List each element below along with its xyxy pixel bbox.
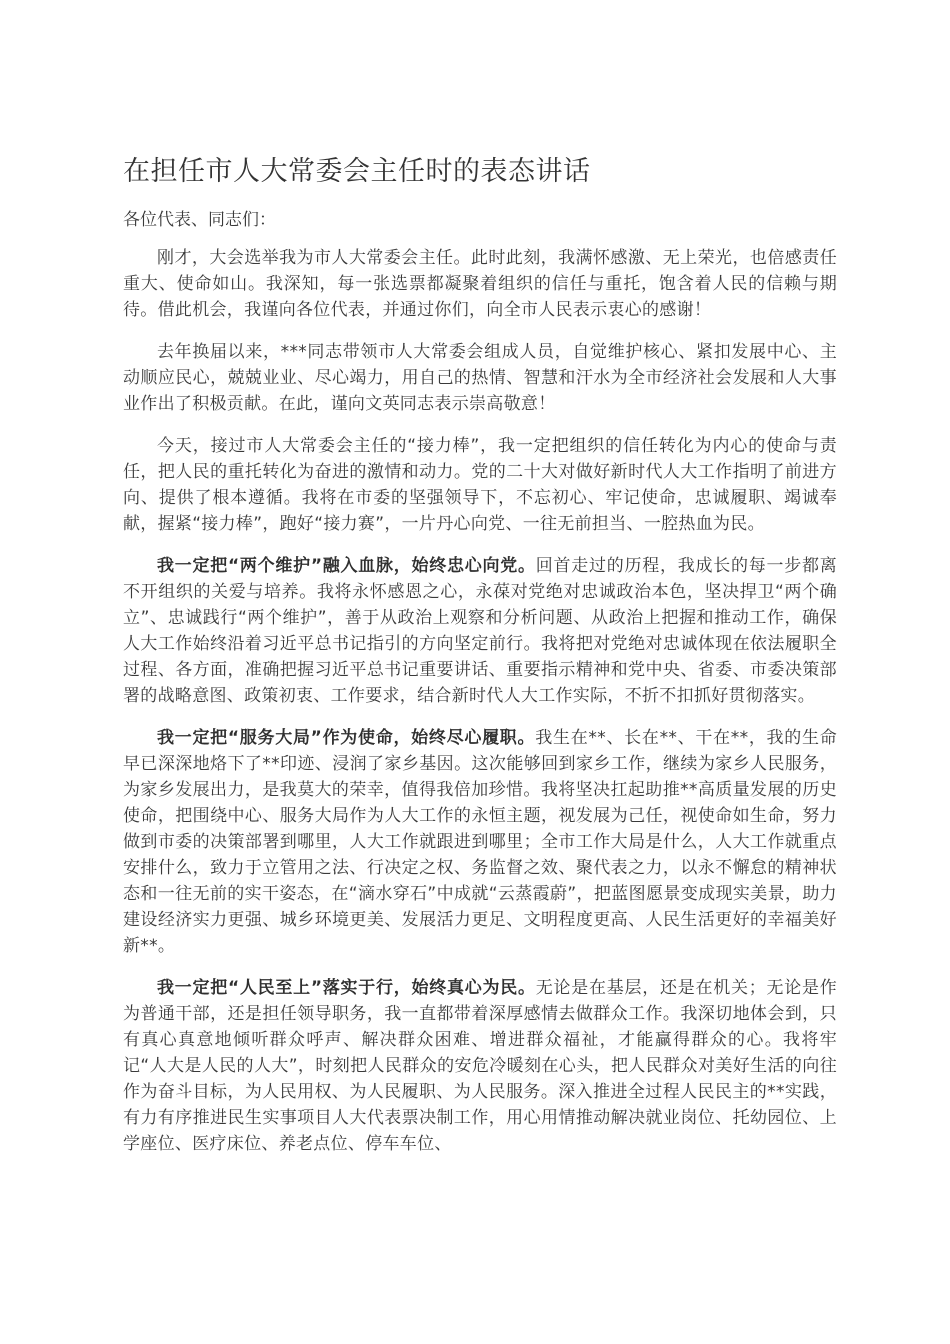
paragraph-5-lead: 我一定把“服务大局”作为使命，始终尽心履职。 (157, 728, 536, 748)
document-title: 在担任市人大常委会主任时的表态讲话 (123, 156, 591, 187)
paragraph-5-text: 我生在**、长在**、干在**，我的生命早已深深地烙下了**印迹、浸润了家乡基因。这次能够回到家乡工作，继续为家乡人民服务，为家乡发展出力，是我莫大的荣幸，值得我倍加珍惜。我将坚决扛起助推**高质量发展的历史使命，把围绕中心、服务大局作为人大工作的永恒主题，视发展为己任，视使命如生命，努力做到市委的决策部署到哪里，人大工作就跟进到哪里；全市工作大局是什么，人大工作就重点安排什么，致力于立管用之法、行决定之权、务监督之效、聚代表之力，以永不懈怠的精神状态和一往无前的实干姿态，在“滴水穿石”中成就“云蒸霞蔚”，把蓝图愿景变成现实美景，助力建设经济实力更强、城乡环境更美、发展活力更足、文明程度更高、人民生活更好的幸福美好新**。 (123, 728, 838, 956)
paragraph-6-lead: 我一定把“人民至上”落实于行，始终真心为民。 (157, 978, 536, 998)
paragraph-4-lead: 我一定把“两个维护”融入血脉，始终忠心向党。 (157, 556, 536, 576)
paragraph-3-text: 今天，接过市人大常委会主任的“接力棒”，我一定把组织的信任转化为内心的使命与责任，把人民的重托转化为奋进的激情和动力。党的二十大对做好新时代人大工作指明了前进方向、提供了根本遵循。我将在市委的坚强领导下，不忘初心、牢记使命，忠诚履职、竭诚奉献，握紧“接力棒”，跑好“接力赛”，一片丹心向党、一往无前担当、一腔热血为民。 (123, 436, 837, 534)
paragraph-1-text: 刚才，大会选举我为市人大常委会主任。此时此刻，我满怀感激、无上荣光，也倍感责任重大、使命如山。我深知，每一张选票都凝聚着组织的信任与重托，饱含着人民的信赖与期待。借此机会，我谨向各位代表，并通过你们，向全市人民表示衷心的感谢！ (123, 248, 837, 320)
paragraph-4 (123, 553, 837, 709)
salutation: 各位代表、同志们： (123, 210, 276, 230)
paragraph-6-text: 无论是在基层，还是在机关；无论是作为普通干部，还是担任领导职务，我一直都带着深厚感情去做群众工作。我深切地体会到，只有真心真意地倾听群众呼声、解决群众困难、增进群众福祉，才能赢得群众的心。我将牢记“人大是人民的人大”，时刻把人民群众的安危冷暖刻在心头，把人民群众对美好生活的向往作为奋斗目标，为人民用权、为人民履职、为人民服务。深入推进全过程人民民主的**实践，有力有序推进民生实事项目人大代表票决制工作，用心用情推动解决就业岗位、托幼园位、上学座位、医疗床位、养老点位、停车车位、 (123, 978, 837, 1154)
paragraph-4-text: 回首走过的历程，我成长的每一步都离不开组织的关爱与培养。我将永怀感恩之心，永葆对党绝对忠诚政治本色，坚决捍卫“两个确立”、忠诚践行“两个维护”，善于从政治上观察和分析问题、从政治上把握和推动工作，确保人大工作始终沿着习近平总书记指引的方向坚定前行。我将把对党绝对忠诚体现在依法履职全过程、各方面，准确把握习近平总书记重要讲话、重要指示精神和党中央、省委、市委决策部署的战略意图、政策初衷、工作要求，结合新时代人大工作实际，不折不扣抓好贯彻落实。 (123, 556, 837, 706)
paragraph-3 (123, 433, 837, 537)
paragraph-2 (123, 339, 837, 417)
paragraph-1 (123, 245, 837, 323)
paragraph-2-text: 去年换届以来，***同志带领市人大常委会组成人员，自觉维护核心、紧扣发展中心、主动顺应民心，兢兢业业、尽心竭力，用自己的热情、智慧和汗水为全市经济社会发展和人大事业作出了积极贡献。在此，谨向文英同志表示崇高敬意！ (123, 342, 837, 414)
paragraph-5 (123, 725, 837, 959)
paragraph-6 (123, 975, 837, 1157)
document-page (123, 150, 837, 1173)
